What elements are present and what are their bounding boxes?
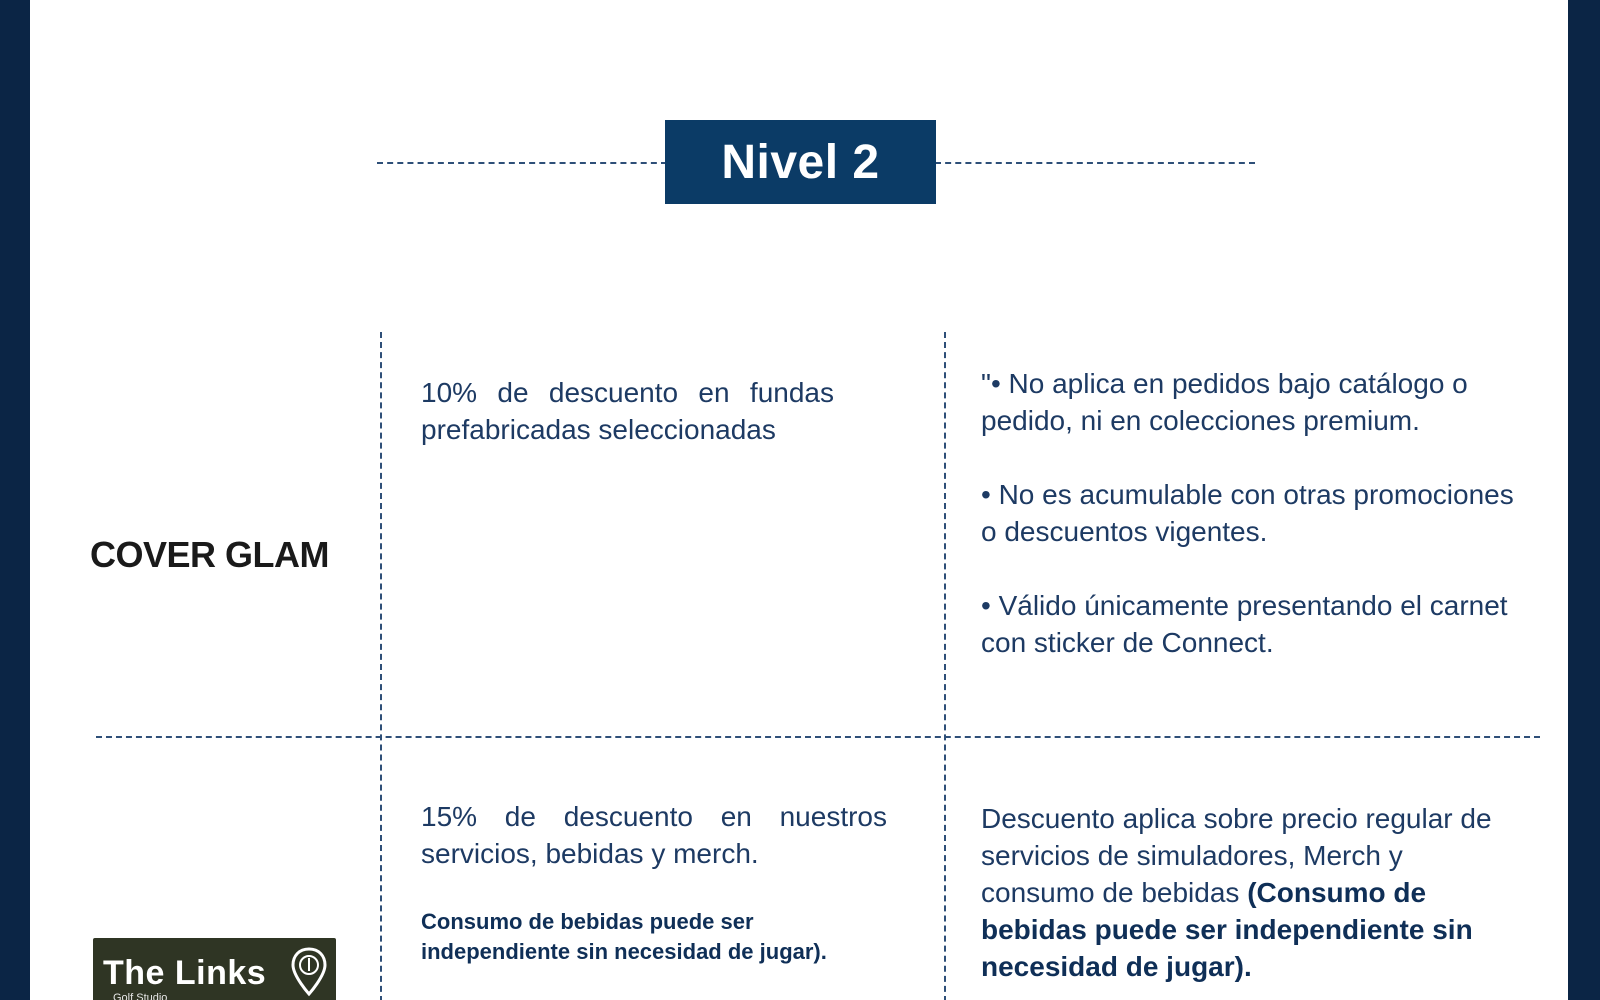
level-badge bbox=[665, 120, 936, 204]
benefit-note-the-links: Consumo de bebidas puede ser independiente sin necesidad de jugar). bbox=[421, 909, 827, 964]
document-page bbox=[30, 0, 1568, 1000]
brand-logo-cover-glam: COVER GLAM bbox=[90, 534, 330, 575]
level-title: Nivel 2 bbox=[721, 135, 880, 189]
term-item: • No es acumulable con otras promociones o descuentos vigentes. bbox=[981, 479, 1514, 547]
terms-cover-glam bbox=[981, 365, 1531, 698]
column-divider-2 bbox=[944, 332, 946, 1000]
terms-the-links bbox=[981, 800, 1521, 985]
brand-logo-the-links bbox=[93, 938, 336, 1000]
header-divider-right bbox=[935, 162, 1255, 164]
row-divider bbox=[96, 736, 1540, 738]
benefit-text-the-links: 15% de descuento en nuestros servicios, bebidas y merch. bbox=[421, 801, 887, 869]
brand-subtitle: Golf Studio bbox=[113, 992, 168, 1000]
header-divider-left bbox=[377, 162, 667, 164]
brand-name: The Links bbox=[103, 954, 267, 992]
term-item: "• No aplica en pedidos bajo catálogo o pedido, ni en colecciones premium. bbox=[981, 368, 1468, 436]
location-pin-icon bbox=[289, 946, 329, 998]
column-divider-1 bbox=[380, 332, 382, 1000]
terms-text: Descuento aplica sobre precio regular de servicios de simuladores, Merch y consumo de bebidas bbox=[981, 803, 1492, 908]
terms-bold-text: (Consumo de bebidas puede ser independiente sin necesidad de jugar). bbox=[981, 877, 1473, 982]
term-item: • Válido únicamente presentando el carnet con sticker de Connect. bbox=[981, 590, 1508, 658]
benefit-text-cover-glam: 10% de descuento en fundas prefabricadas seleccionadas bbox=[421, 377, 834, 445]
